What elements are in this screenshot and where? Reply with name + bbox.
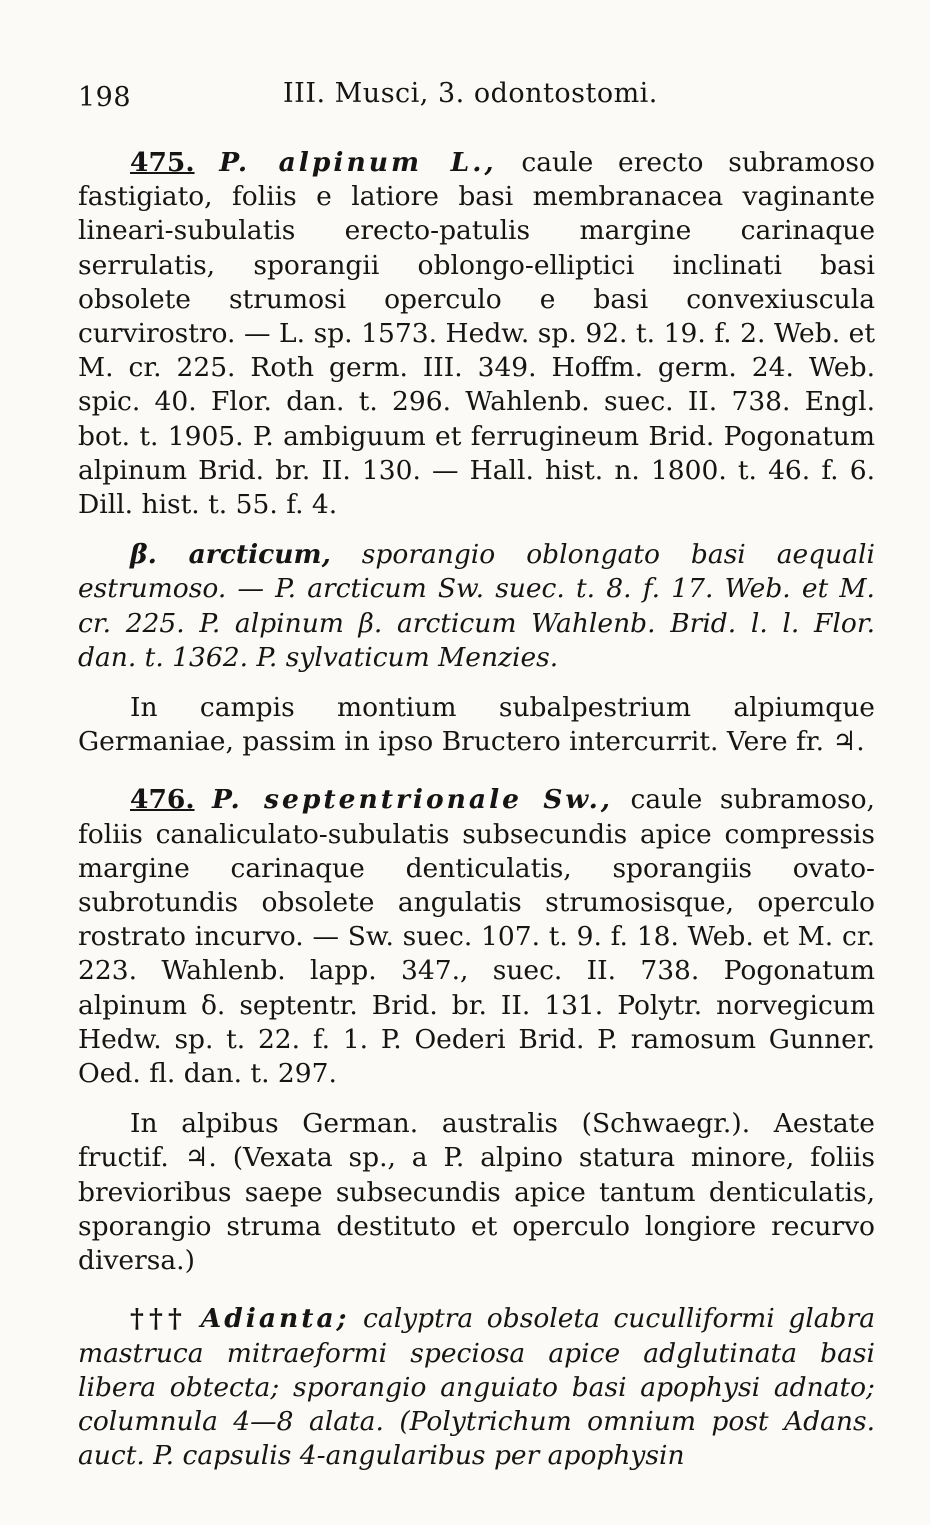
species-name: P. septentrionale Sw., (212, 784, 614, 816)
habitat-476 (78, 1107, 875, 1278)
species-name: P. alpinum L., (219, 147, 497, 178)
variety-description: sporangio oblongato basi aequali estrumoso. — P. arcticum Sw. suec. t. 8. f. 17. Web. et M. cr. 225. P. alpinum β. arcticum Wahlenb. Brid. l. l. Flor. dan. t. 1362. P. sylvaticum Menzies. (78, 539, 875, 673)
habitat-475 (78, 691, 875, 759)
page-number: 198 (78, 82, 132, 113)
entry-number: 475. (130, 147, 195, 178)
variety-beta (78, 538, 875, 675)
entry-description: caule subramoso, foliis canaliculato-subulatis subsecundis apice compressis margine carinaque denticulatis, sporangiis ovato-subrotundis obsolete angulatis strumosisque, operculo rostrato incurvo. — Sw. suec. 107. t. 9. f. 18. Web. et M. cr. 223. Wahlenb. lapp. 347., suec. II. 738. Pogonatum alpinum δ. septentr. Brid. br. II. 131. Polytr. norvegicum Hedw. sp. t. 22. f. 1. P. Oederi Brid. P. ramosum Gunner. Oed. fl. dan. t. 297. (78, 784, 875, 1090)
running-title: III. Musci, 3. odontostomi. (283, 78, 658, 109)
entry-description: caule erecto subramoso fastigiato, foliis e latiore basi membranacea vaginante lineari-subulatis erecto-patulis margine carinaque serrulatis, sporangii oblongo-elliptici inclinati basi obsolete strumosi operculo e basi convexiuscula curvirostro. — L. sp. 1573. Hedw. sp. 92. t. 19. f. 2. Web. et M. cr. 225. Roth germ. III. 349. Hoffm. germ. 24. Web. spic. 40. Flor. dan. t. 296. Wahlenb. suec. II. 738. Engl. bot. t. 1905. P. ambiguum et ferrugineum Brid. Pogonatum alpinum Brid. br. II. 130. — Hall. hist. n. 1800. t. 46. f. 6. Dill. hist. t. 55. f. 4. (78, 147, 875, 521)
entry-476 (78, 783, 875, 1091)
section-mark: ††† (130, 1303, 188, 1335)
page-header (78, 70, 875, 130)
section-description: calyptra obsoleta cuculliformi glabra mastruca mitraeformi speciosa apice adglutinata basi libera obtecta; sporangio anguiato basi apophysi adnato; columnula 4—8 alata. (Polytrichum omnium post Adans. auct. P. capsulis 4-angularibus per apophysin (78, 1303, 875, 1472)
entry-475 (78, 146, 875, 522)
section-adianta (78, 1302, 875, 1473)
entry-number: 476. (130, 784, 195, 816)
variety-name: β. arcticum, (130, 539, 331, 571)
section-name: Adianta; (200, 1303, 350, 1335)
habitat-text: In campis montium subalpestrium alpiumque Germaniae, passim in ipso Bructero intercurrit. Vere fr. ♃. (78, 692, 875, 758)
habitat-text: In alpibus German. australis (Schwaegr.). Aestate fructif. ♃. (Vexata sp., a P. alpino statura minore, foliis brevioribus saepe subsecundis apice tantum denticulatis, sporangio struma destituto et operculo longiore recurvo diversa.) (78, 1108, 875, 1277)
